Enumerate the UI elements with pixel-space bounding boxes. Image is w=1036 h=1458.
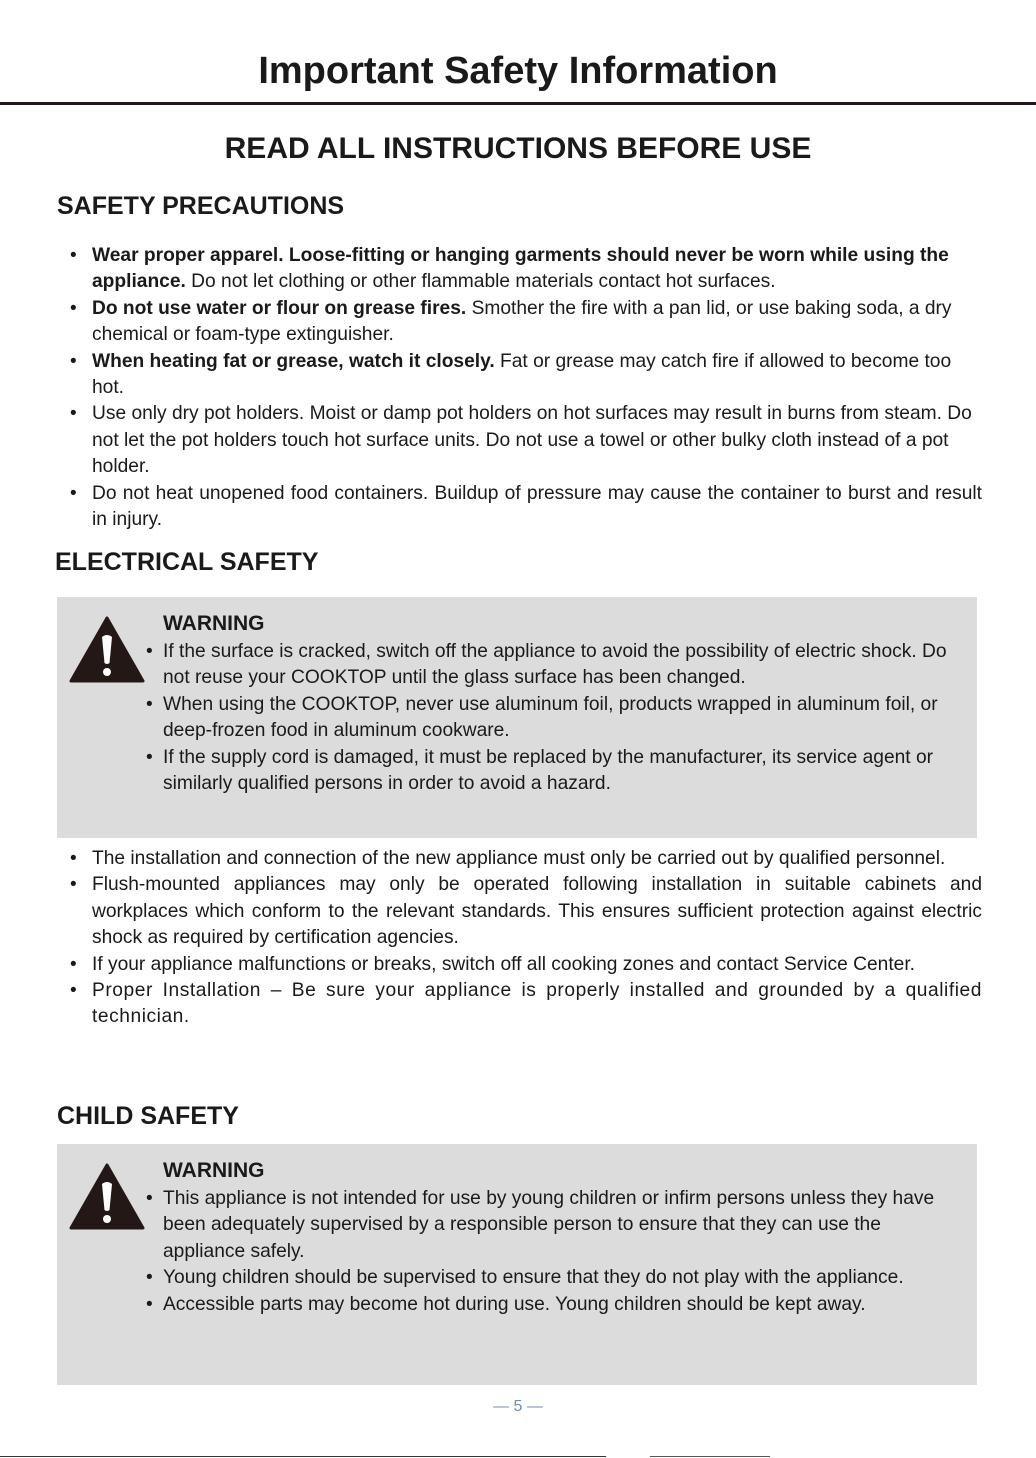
list-item-bold: When heating fat or grease, watch it closely.: [92, 350, 495, 372]
list-item: • Proper Installation – Be sure your appliance is properly installed and grounded by a qualified technician.: [92, 978, 982, 1031]
electrical-warning-list: [163, 639, 953, 797]
warning-title: WARNING: [163, 1159, 265, 1182]
footer-rule: [0, 1456, 606, 1457]
list-item: [92, 349, 982, 402]
page-subtitle: READ ALL INSTRUCTIONS BEFORE USE: [224, 132, 812, 165]
list-item-text: Do not heat unopened food containers. Buildup of pressure may cause the container to burst and result in injury.: [92, 482, 982, 531]
list-item-text: Smother the fire with a pan lid, or use baking soda, a dry chemical or foam-type extinguisher.: [92, 297, 952, 346]
list-item-text: Fat or grease may catch fire if allowed to become too hot.: [92, 350, 952, 399]
electrical-warning-box: [57, 597, 977, 838]
list-item: • If the supply cord is damaged, it must be replaced by the manufacturer, its service agent or similarly qualified persons in order to avoid a hazard.: [163, 745, 953, 798]
list-item-bold: Wear proper apparel. Loose-fitting or hanging garments should never be worn while using the appliance.: [92, 245, 949, 293]
footer-rule: [650, 1456, 770, 1457]
list-item: • If your appliance malfunctions or breaks, switch off all cooking zones and contact Service Center.: [92, 952, 982, 978]
list-item: • Young children should be supervised to ensure that they do not play with the appliance.: [163, 1265, 953, 1291]
list-item: [92, 481, 982, 534]
list-item: • Flush-mounted appliances may only be operated following installation in suitable cabinets and workplaces which conform to the relevant standards. This ensures sufficient protection against electric shock as required by certification agencies.: [92, 872, 982, 951]
title-rule: [0, 102, 1036, 105]
child-warning-box: [57, 1144, 977, 1385]
child-warning-list: [163, 1186, 953, 1318]
list-item: [92, 401, 982, 480]
page-number: — 5 —: [493, 1398, 543, 1415]
electrical-safety-list: [92, 846, 982, 1031]
list-item: • The installation and connection of the new appliance must only be carried out by qualified personnel.: [92, 846, 982, 872]
list-item: • This appliance is not intended for use by young children or infirm persons unless they have been adequately supervised by a responsible person to ensure that they can use the appliance safely.: [163, 1186, 953, 1265]
safety-precautions-list: [92, 243, 982, 533]
list-item: • If the surface is cracked, switch off the appliance to avoid the possibility of electric shock. Do not reuse your COOKTOP until the glass surface has been changed.: [163, 639, 953, 692]
list-item-text: Do not let clothing or other flammable materials contact hot surfaces.: [185, 271, 776, 293]
list-item: • Accessible parts may become hot during use. Young children should be kept away.: [163, 1292, 953, 1318]
safety-precautions-heading: SAFETY PRECAUTIONS: [57, 192, 345, 220]
list-item-text: Use only dry pot holders. Moist or damp pot holders on hot surfaces may result in burns from steam. Do not let the pot holders touch hot surface units. Do not use a towel or other bulky cloth instead of a pot holder.: [92, 403, 972, 478]
list-item: [92, 296, 982, 349]
list-item: • When using the COOKTOP, never use aluminum foil, products wrapped in aluminum foil, or deep-frozen food in aluminum cookware.: [163, 692, 953, 745]
list-item: [92, 243, 982, 296]
list-item-bold: Do not use water or flour on grease fires.: [92, 297, 467, 319]
child-safety-heading: CHILD SAFETY: [57, 1102, 239, 1130]
warning-triangle-icon: [69, 1162, 145, 1230]
electrical-safety-heading: ELECTRICAL SAFETY: [55, 548, 319, 576]
warning-triangle-icon: [69, 615, 145, 683]
page-title: Important Safety Information: [258, 50, 778, 92]
warning-title: WARNING: [163, 612, 265, 635]
